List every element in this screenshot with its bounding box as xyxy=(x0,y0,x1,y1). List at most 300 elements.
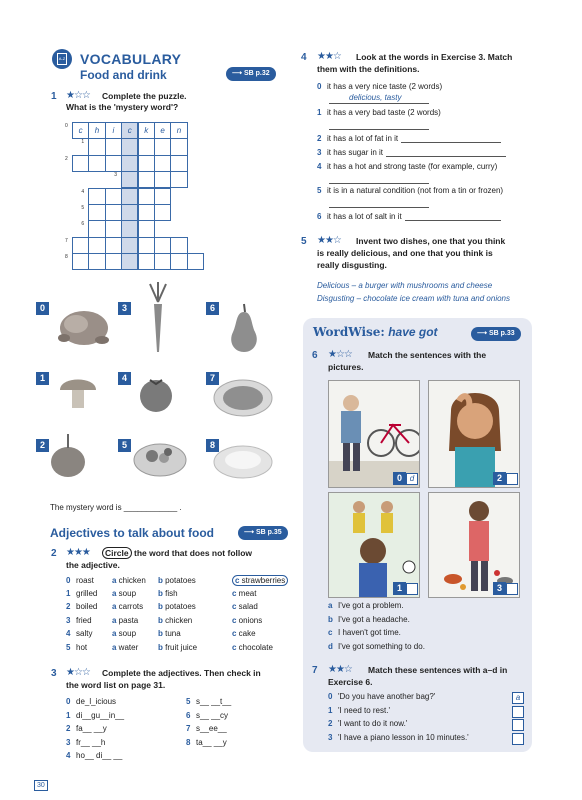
puzzle-cell[interactable] xyxy=(121,237,138,254)
sentence-item xyxy=(328,615,410,624)
answer-line[interactable] xyxy=(405,212,501,221)
option-letter: b xyxy=(158,642,166,652)
picture-answer-3 xyxy=(493,582,518,595)
difficulty-stars: ★☆☆ xyxy=(66,667,90,678)
option-a[interactable] xyxy=(112,589,158,598)
item-number: 4 xyxy=(317,162,322,171)
item-number: 3 xyxy=(317,148,322,157)
exercise-number: 1 xyxy=(51,91,57,102)
option-letter: c xyxy=(232,642,239,652)
puzzle-cell[interactable] xyxy=(170,171,187,188)
puzzle-cell[interactable] xyxy=(88,204,105,221)
exercise-instruction: is really delicious, and one that you think is xyxy=(317,248,493,258)
puzzle-cell[interactable] xyxy=(121,220,138,237)
rice-picture xyxy=(212,440,274,480)
option-a[interactable] xyxy=(112,629,158,638)
puzzle-cell[interactable] xyxy=(138,204,155,221)
answer-line[interactable] xyxy=(329,197,429,208)
ex3-item[interactable] xyxy=(186,697,231,706)
puzzle-row-number: 4 xyxy=(81,188,85,195)
puzzle-cell[interactable] xyxy=(105,253,122,270)
option-word: soup xyxy=(118,588,137,598)
circle-word: Circle xyxy=(102,547,132,559)
quote-item xyxy=(328,692,524,701)
option-letter: b xyxy=(158,629,166,638)
item-number: 2 xyxy=(66,602,71,611)
difficulty-stars: ★★★ xyxy=(66,547,90,558)
item-number: 0 xyxy=(317,82,322,91)
exercise-instruction: pictures. xyxy=(328,362,364,372)
answer-box[interactable]: d xyxy=(406,473,418,485)
vocab-title: VOCABULARY xyxy=(80,51,182,67)
definition-item xyxy=(317,162,497,171)
item-number: 5 xyxy=(66,642,71,652)
puzzle-cell[interactable] xyxy=(88,155,105,172)
partial-word: di__gu__in__ xyxy=(76,710,125,720)
item-number: 0 xyxy=(66,697,71,706)
puzzle-row-number: 1 xyxy=(81,139,85,146)
item-number: 5 xyxy=(317,186,322,195)
option-letter: c xyxy=(232,615,239,625)
quote-text: 'I need to rest.' xyxy=(338,705,390,715)
onion-picture xyxy=(46,434,90,480)
ex4-rows xyxy=(317,82,547,232)
puzzle-cell[interactable] xyxy=(121,253,138,270)
mushroom-picture xyxy=(56,370,100,414)
option-word: water xyxy=(118,642,139,652)
partial-word: de_l_icious xyxy=(76,697,117,706)
option-word: carrots xyxy=(118,602,144,611)
puzzle-cell[interactable]: c xyxy=(72,122,89,139)
vocab-icon-label: A-Z xyxy=(57,53,67,65)
exercise-instruction: really disgusting. xyxy=(317,260,387,270)
item-number: 6 xyxy=(186,710,191,720)
ex3-item[interactable] xyxy=(66,711,124,720)
exercise-instruction: Exercise 6. xyxy=(328,677,373,687)
item-number: 3 xyxy=(66,615,71,625)
puzzle-cell[interactable] xyxy=(88,138,105,155)
puzzle-cell[interactable] xyxy=(121,155,138,172)
difficulty-stars: ★★☆ xyxy=(328,664,352,675)
option-word: tuna xyxy=(165,629,181,638)
ex2-row xyxy=(66,629,312,638)
answer-box[interactable] xyxy=(512,719,524,731)
ex2-rows xyxy=(66,575,286,665)
puzzle-cell[interactable] xyxy=(88,220,105,237)
answer-box[interactable] xyxy=(406,583,418,595)
sentence-letter: b xyxy=(328,614,333,624)
definition-text: it has sugar in it xyxy=(327,148,384,157)
partial-word: ho__ di__ __ xyxy=(76,751,123,760)
picture-label: 3 xyxy=(493,582,506,595)
option-word: meat xyxy=(238,588,257,598)
option-word: fish xyxy=(165,588,178,598)
answer-box[interactable] xyxy=(512,733,524,745)
item-number: 3 xyxy=(66,737,71,747)
answer-box[interactable]: a xyxy=(512,692,524,704)
puzzle-cell[interactable]: i xyxy=(105,122,122,139)
ex3-item[interactable] xyxy=(66,738,105,747)
option-letter: b xyxy=(158,576,166,585)
pear-picture xyxy=(224,300,264,354)
definition-text: it has a very bad taste (2 words) xyxy=(327,108,441,117)
instruction-rest: the word that does not follow xyxy=(131,548,253,558)
option-letter: c xyxy=(232,602,239,611)
partial-word: fa__ __y xyxy=(76,724,107,733)
puzzle-cell[interactable] xyxy=(105,204,122,221)
option-b[interactable] xyxy=(158,616,232,625)
picture-label: 1 xyxy=(393,582,406,595)
definition-item xyxy=(317,148,506,157)
adjective: roast xyxy=(76,576,94,585)
puzzle-row-number: 0 xyxy=(65,123,68,129)
puzzle-cell[interactable] xyxy=(170,138,187,155)
puzzle-cell[interactable] xyxy=(170,155,187,172)
option-word: chicken xyxy=(165,615,193,625)
exercise-instruction: them with the definitions. xyxy=(317,64,420,74)
adjective: hot xyxy=(76,642,88,652)
adjective: grilled xyxy=(76,588,98,598)
definition-item xyxy=(317,82,442,91)
option-letter: b xyxy=(158,588,166,598)
ex3-item[interactable] xyxy=(186,738,227,747)
puzzle-cell[interactable] xyxy=(121,204,138,221)
tomato-picture xyxy=(136,370,176,414)
item-number: 2 xyxy=(66,724,71,733)
partial-word: s__ee__ xyxy=(196,724,227,733)
exercise-instruction xyxy=(102,548,252,559)
option-letter: a xyxy=(112,642,119,652)
puzzle-cell[interactable] xyxy=(154,155,171,172)
sentence-text: I've got a problem. xyxy=(338,601,404,610)
exercise-instruction: Look at the words in Exercise 3. Match xyxy=(356,52,513,62)
picture-answer-0 xyxy=(393,472,418,485)
option-word: potatoes xyxy=(165,576,196,585)
puzzle-cell[interactable] xyxy=(138,188,155,205)
page-number: 30 xyxy=(34,780,48,791)
partial-word: ta__ __y xyxy=(196,737,227,747)
item-number: 5 xyxy=(186,697,191,706)
puzzle-cell[interactable]: e xyxy=(154,122,171,139)
example-disgusting: Disgusting – chocolate ice cream with tuna and onions xyxy=(317,294,510,303)
salad-picture xyxy=(132,436,188,480)
item-number: 2 xyxy=(317,134,322,143)
puzzle-cell[interactable]: c xyxy=(121,122,138,139)
item-number: 2 xyxy=(328,719,333,728)
ex2-row xyxy=(66,602,312,611)
quote-item xyxy=(328,733,524,742)
item-number: 1 xyxy=(66,710,71,720)
puzzle-cell[interactable] xyxy=(121,138,138,155)
puzzle-cell[interactable] xyxy=(154,237,171,254)
option-word: chicken xyxy=(118,576,146,585)
option-a[interactable] xyxy=(112,602,158,611)
picture-grid xyxy=(36,296,276,486)
sentence-item xyxy=(328,642,425,651)
picture-label: 0 xyxy=(393,472,406,485)
puzzle-row-number: 8 xyxy=(65,254,68,261)
option-word: chocolate xyxy=(238,642,273,652)
definition-text: it has a lot of salt in it xyxy=(327,212,402,221)
puzzle-cell[interactable] xyxy=(121,171,138,188)
option-a[interactable] xyxy=(112,576,158,585)
item-number: 0 xyxy=(66,576,71,585)
puzzle-row-number: 6 xyxy=(81,221,85,228)
option-c[interactable] xyxy=(232,575,288,586)
difficulty-stars: ★☆☆ xyxy=(66,90,90,101)
exercise-instruction: Invent two dishes, one that you think xyxy=(356,236,506,246)
picture-label: 6 xyxy=(206,302,219,315)
option-letter: c xyxy=(232,629,239,638)
ex3-item[interactable] xyxy=(66,751,122,760)
definition-item xyxy=(317,186,503,195)
picture-label: 4 xyxy=(118,372,131,385)
exercise-number: 4 xyxy=(301,52,307,63)
item-number: 1 xyxy=(317,108,322,117)
difficulty-stars: ★★☆ xyxy=(317,235,341,246)
option-b[interactable] xyxy=(158,589,232,598)
option-word: potatoes xyxy=(165,602,196,611)
sb-page-tag: ⟶ SB p.35 xyxy=(238,526,288,540)
answer-text: delicious, tasty xyxy=(349,93,402,102)
option-c[interactable] xyxy=(232,602,312,611)
chicken-picture xyxy=(54,300,112,352)
answer-box[interactable] xyxy=(512,706,524,718)
item-number: 3 xyxy=(328,732,333,742)
partial-word: fr__ __h xyxy=(76,737,106,747)
exercise-instruction: Complete the puzzle. xyxy=(102,91,187,101)
option-word: onions xyxy=(238,615,263,625)
definition-item xyxy=(317,134,501,143)
definition-text: it has a very nice taste (2 words) xyxy=(327,82,443,91)
vocab-subtitle: Food and drink xyxy=(80,68,167,82)
item-number: 1 xyxy=(328,705,333,715)
puzzle-cell[interactable] xyxy=(154,204,171,221)
puzzle-cell[interactable] xyxy=(138,237,155,254)
ex2-row xyxy=(66,575,288,586)
option-letter: b xyxy=(158,602,166,611)
puzzle-cell[interactable] xyxy=(105,220,122,237)
pasta-picture xyxy=(212,374,274,418)
picture-label: 5 xyxy=(118,439,131,452)
option-letter: b xyxy=(158,615,166,625)
option-word: salad xyxy=(238,602,258,611)
option-b[interactable] xyxy=(158,643,232,652)
exercise-number: 6 xyxy=(312,350,318,361)
sentence-letter: a xyxy=(328,601,333,610)
partial-word: s__ __cy xyxy=(196,710,229,720)
puzzle-cell[interactable] xyxy=(138,253,155,270)
puzzle-cell[interactable] xyxy=(105,138,122,155)
difficulty-stars: ★☆☆ xyxy=(328,349,352,360)
ex3-item[interactable] xyxy=(66,724,107,733)
answer-line[interactable] xyxy=(329,119,429,130)
definition-text: it has a hot and strong taste (for example, curry) xyxy=(327,162,498,171)
definition-text: it has a lot of fat in it xyxy=(327,134,399,143)
picture-label: 2 xyxy=(36,439,49,452)
item-number: 1 xyxy=(66,588,71,598)
sentence-letter: d xyxy=(328,641,333,651)
option-b[interactable] xyxy=(158,576,232,585)
ex3-item[interactable] xyxy=(186,724,227,733)
answer-box[interactable] xyxy=(506,583,518,595)
ex3-item[interactable] xyxy=(66,697,116,706)
option-a[interactable] xyxy=(112,616,158,625)
puzzle-cell[interactable] xyxy=(72,253,89,270)
sentence-item xyxy=(328,628,401,637)
sentence-text: I've got something to do. xyxy=(338,641,425,651)
vocab-icon xyxy=(52,49,72,69)
puzzle-cell[interactable]: k xyxy=(138,122,155,139)
puzzle-cell[interactable] xyxy=(138,138,155,155)
puzzle-row-number: 2 xyxy=(65,155,68,162)
option-word: strawberries xyxy=(241,576,286,585)
item-number: 4 xyxy=(66,629,71,638)
item-number: 8 xyxy=(186,737,191,747)
option-word: soup xyxy=(118,629,137,638)
option-letter: c xyxy=(232,588,239,598)
exercise-number: 2 xyxy=(51,548,57,559)
ex7-rows xyxy=(328,692,524,748)
picture-label: 3 xyxy=(118,302,131,315)
puzzle-cell[interactable]: h xyxy=(88,122,105,139)
puzzle-cell[interactable] xyxy=(105,188,122,205)
ex6-sentences xyxy=(328,601,528,657)
picture-label: 1 xyxy=(36,372,49,385)
exercise-number: 5 xyxy=(301,236,307,247)
puzzle-cell[interactable] xyxy=(88,253,105,270)
exercise-instruction: Match these sentences with a–d in xyxy=(368,665,508,675)
adjectives-title: Adjectives to talk about food xyxy=(50,526,215,540)
puzzle-cell[interactable] xyxy=(72,155,89,172)
puzzle-cell[interactable] xyxy=(154,253,171,270)
ex2-row xyxy=(66,616,312,625)
option-word: cake xyxy=(238,629,256,638)
puzzle-cell[interactable] xyxy=(88,188,105,205)
adjective: salty xyxy=(76,629,93,638)
sb-page-tag: ⟶ SB p.33 xyxy=(471,327,521,341)
ex2-row xyxy=(66,589,312,598)
puzzle-cell[interactable] xyxy=(138,220,155,237)
puzzle-cell[interactable] xyxy=(138,155,155,172)
sentence-item xyxy=(328,601,404,610)
picture-label: 2 xyxy=(493,472,506,485)
picture-label: 0 xyxy=(36,302,49,315)
wordwise-title xyxy=(313,325,438,339)
puzzle-cell[interactable] xyxy=(154,188,171,205)
puzzle-cell[interactable]: n xyxy=(170,122,187,139)
option-word: fruit juice xyxy=(165,642,198,652)
option-b[interactable] xyxy=(158,629,232,638)
answer-box[interactable] xyxy=(506,473,518,485)
exercise-number: 7 xyxy=(312,665,318,676)
example-delicious: Delicious – a burger with mushrooms and cheese xyxy=(317,281,493,290)
option-letter: a xyxy=(112,588,119,598)
option-letter: c xyxy=(235,576,242,585)
exercise-instruction: Match the sentences with the xyxy=(368,350,487,360)
answer-line[interactable] xyxy=(329,173,429,184)
item-number: 0 xyxy=(328,692,333,701)
mystery-word-sentence: The mystery word is ____________ . xyxy=(50,503,182,512)
definition-item xyxy=(317,108,441,117)
option-c[interactable] xyxy=(232,616,312,625)
option-c[interactable] xyxy=(232,589,312,598)
puzzle-cell[interactable] xyxy=(88,237,105,254)
definition-item xyxy=(317,212,501,221)
puzzle-cell[interactable] xyxy=(121,188,138,205)
exercise-instruction: Complete the adjectives. Then check in xyxy=(102,668,261,678)
picture-answer-1 xyxy=(393,582,418,595)
item-number: 7 xyxy=(186,724,191,733)
puzzle-row-number: 3 xyxy=(114,172,117,179)
sentence-letter: c xyxy=(328,628,333,637)
wordwise-title-b: have got xyxy=(384,325,438,339)
quote-text: 'I want to do it now.' xyxy=(338,719,408,728)
ex2-row xyxy=(66,643,312,652)
option-b[interactable] xyxy=(158,602,232,611)
puzzle-cell[interactable] xyxy=(138,171,155,188)
picture-label: 8 xyxy=(206,439,219,452)
item-number: 4 xyxy=(66,751,71,760)
puzzle-cell[interactable] xyxy=(170,237,187,254)
puzzle-cell[interactable] xyxy=(154,138,171,155)
exercise-instruction: What is the 'mystery word'? xyxy=(66,102,179,112)
option-a[interactable] xyxy=(112,643,158,652)
sentence-text: I've got a headache. xyxy=(338,614,410,624)
definition-text: it is in a natural condition (not from a tin or frozen) xyxy=(327,186,504,195)
puzzle-cell[interactable] xyxy=(105,155,122,172)
picture-answer-2 xyxy=(493,472,518,485)
item-number: 6 xyxy=(317,212,322,221)
adjective: boiled xyxy=(76,602,98,611)
option-c[interactable] xyxy=(232,629,312,638)
puzzle-cell[interactable] xyxy=(170,253,187,270)
sb-page-tag: ⟶ SB p.32 xyxy=(226,67,276,81)
ex3-rows xyxy=(66,697,286,767)
puzzle-cell[interactable] xyxy=(72,237,89,254)
option-letter: a xyxy=(112,629,119,638)
exercise-instruction: the word list on page 31. xyxy=(66,680,166,690)
puzzle-cell[interactable] xyxy=(154,171,171,188)
option-letter: a xyxy=(112,576,119,585)
quote-item xyxy=(328,719,524,728)
partial-word: s__ __t__ xyxy=(196,697,232,706)
quote-text: 'I have a piano lesson in 10 minutes.' xyxy=(338,732,469,742)
puzzle-row-number: 5 xyxy=(81,205,85,211)
answer-line[interactable] xyxy=(401,134,501,143)
adjective: fried xyxy=(76,615,92,625)
option-letter: a xyxy=(112,602,119,611)
option-word: pasta xyxy=(118,615,139,625)
option-letter: a xyxy=(112,615,119,625)
sentence-text: I haven't got time. xyxy=(338,628,401,637)
difficulty-stars: ★★☆ xyxy=(317,51,341,62)
option-c[interactable] xyxy=(232,643,312,652)
ex3-item[interactable] xyxy=(186,711,228,720)
puzzle-cell[interactable] xyxy=(105,237,122,254)
carrot-picture xyxy=(140,282,176,356)
answer-line[interactable] xyxy=(329,93,429,104)
exercise-number: 3 xyxy=(51,668,57,679)
puzzle-row-number: 7 xyxy=(65,237,68,244)
quote-item xyxy=(328,706,524,715)
quote-text: 'Do you have another bag?' xyxy=(338,692,436,701)
answer-line[interactable] xyxy=(386,148,506,157)
wordwise-title-a: WordWise: xyxy=(313,325,385,339)
exercise-instruction: the adjective. xyxy=(66,560,120,570)
puzzle-cell[interactable] xyxy=(187,253,204,270)
picture-label: 7 xyxy=(206,372,219,385)
